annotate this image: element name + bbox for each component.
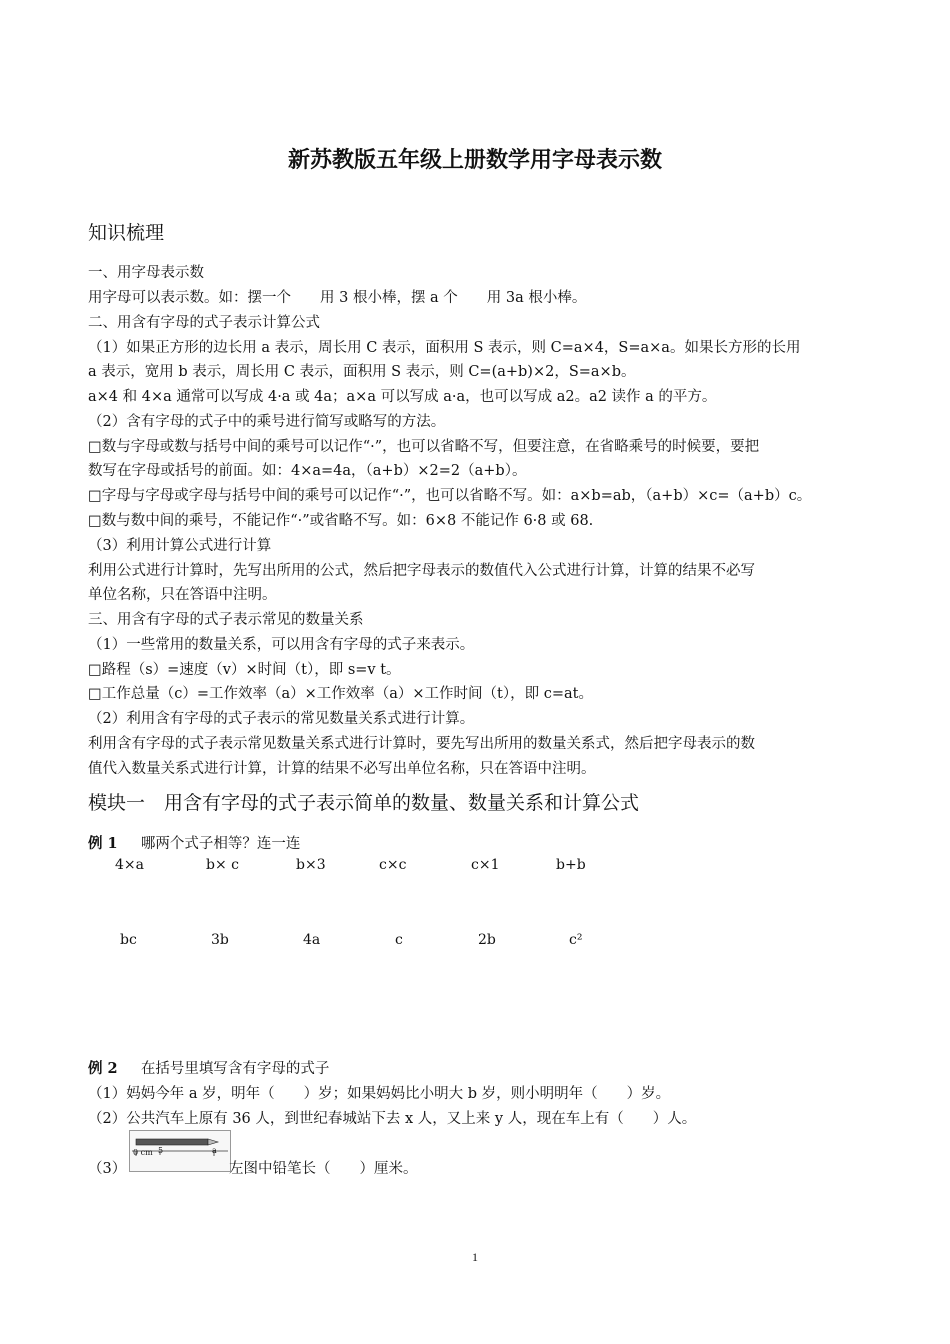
text-line: □数与数中间的乘号，不能记作“·”或省略不写。如：6×8 不能记作 6·8 或 68. [88, 513, 594, 529]
example1-label: 例 1 [88, 835, 118, 852]
text-line: 数写在字母或括号的前面。如：4×a=4a，（a+b）×2=2（a+b）。 [88, 463, 527, 479]
ruler-five-label: 5 [158, 1146, 164, 1155]
expression-top: b+b [556, 857, 586, 873]
text-line: □路程（s）=速度（v）×时间（t），即 s=v t。 [88, 662, 401, 678]
ruler-zero-label: 0 cm [133, 1148, 153, 1157]
text-line: 二、用含有字母的式子表示计算公式 [88, 315, 320, 331]
text-line: 单位名称，只在答语中注明。 [88, 587, 277, 603]
text-line: □字母与字母或字母与括号中间的乘号可以记作“·”，也可以省略不写。如：a×b=ab，（a+b）×c=（a+b）c。 [88, 488, 812, 504]
example2-item: （1）妈妈今年 a 岁，明年（ ）岁；如果妈妈比小明大 b 岁，则小明明年（ ）岁。 [88, 1086, 671, 1102]
example2-item3-prefix: （3） [88, 1161, 127, 1177]
expression-bottom: bc [120, 932, 137, 948]
expression-top: b×3 [296, 857, 326, 873]
example2-item3-suffix: 左图中铅笔长（ ）厘米。 [229, 1161, 418, 1177]
page-title: 新苏教版五年级上册数学用字母表示数 [287, 148, 662, 173]
text-line: 一、用字母表示数 [88, 265, 204, 281]
text-line: a 表示，宽用 b 表示，周长用 C 表示，面积用 S 表示，则 C=(a+b)×2，S=a×b。 [88, 364, 636, 380]
example2-item: （2）公共汽车上原有 36 人，到世纪春城站下去 x 人，又上来 y 人，现在车上有（ ）人。 [88, 1111, 697, 1127]
text-line: （1）一些常用的数量关系，可以用含有字母的式子来表示。 [88, 637, 475, 653]
text-line: （1）如果正方形的边长用 a 表示，周长用 C 表示，面积用 S 表示，则 C=a×4，S=a×a。如果长方形的长用 [88, 340, 801, 356]
example2-prompt: 在括号里填写含有字母的式子 [140, 1061, 330, 1077]
text-line: 利用公式进行计算时，先写出所用的公式，然后把字母表示的数值代入公式进行计算，计算的结果不必写 [88, 563, 755, 579]
expression-bottom: 2b [478, 932, 496, 948]
example1-prompt: 哪两个式子相等？连一连 [140, 836, 301, 852]
text-line: （3）利用计算公式进行计算 [88, 538, 272, 554]
expression-bottom: c [395, 932, 403, 948]
module-heading: 模块一 用含有字母的式子表示简单的数量、数量关系和计算公式 [88, 792, 640, 814]
text-line: □数与字母或数与括号中间的乘号可以记作“·”，也可以省略不写，但要注意，在省略乘号的时候要，要把 [88, 439, 760, 455]
text-line: □工作总量（c）=工作效率（a）×工作效率（a）×工作时间（t），即 c=at。 [88, 686, 593, 702]
text-line: a×4 和 4×a 通常可以写成 4·a 或 4a；a×a 可以写成 a·a，也可以写成 a2。a2 读作 a 的平方。 [88, 389, 717, 405]
text-line: （2）含有字母的式子中的乘号进行简写或略写的方法。 [88, 414, 446, 430]
text-line: 利用含有字母的式子表示常见数量关系式进行计算时，要先写出所用的数量关系式，然后把字母表示的数 [88, 736, 755, 752]
expression-top: 4×a [115, 857, 144, 873]
page-number: 1 [472, 1250, 478, 1264]
example2-label: 例 2 [88, 1060, 118, 1077]
text-line: 三、用含有字母的式子表示常见的数量关系 [88, 612, 364, 628]
section-heading: 知识梳理 [88, 222, 165, 244]
expression-bottom: c² [569, 932, 583, 948]
expression-bottom: 4a [303, 932, 321, 948]
expression-top: c×1 [471, 857, 500, 873]
expression-top: c×c [379, 857, 407, 873]
pencil-ruler-figure [129, 1130, 231, 1172]
expression-top: b× c [206, 857, 239, 873]
text-line: （2）利用含有字母的式子表示的常见数量关系式进行计算。 [88, 711, 475, 727]
expression-bottom: 3b [211, 932, 229, 948]
ruler-a-label: a [212, 1146, 217, 1155]
text-line: 用字母可以表示数。如：摆一个 用 3 根小棒，摆 a 个 用 3a 根小棒。 [88, 290, 587, 306]
text-line: 值代入数量关系式进行计算，计算的结果不必写出单位名称，只在答语中注明。 [88, 761, 596, 777]
